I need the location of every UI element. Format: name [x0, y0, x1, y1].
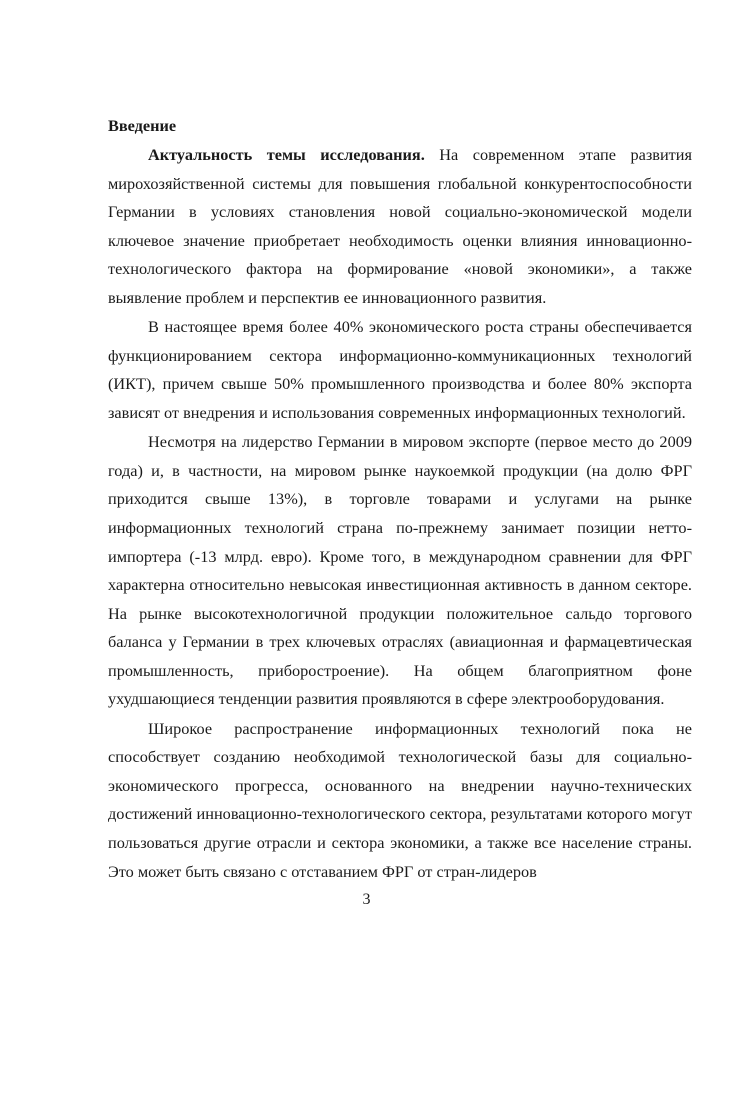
paragraph-text: На современном этапе развития мирохозяйственной системы для повышения глобальной конкурентоспособности Германии в условиях становления новой социально-экономической модели ключевое значение приобретает необходимость оценки влияния инновационно-технологического фактора на формирование «новой экономики», а также выявление проблем и перспектив ее инновационного развития.: [108, 145, 692, 307]
paragraph-it-spread: Широкое распространение информационных технологий пока не способствует созданию необходимой технологической базы для социально-экономического прогресса, основанного на внедрении научно-технических достижений инновационно-технологического сектора, результатами которого могут пользоваться другие отрасли и сектора экономики, а также все население страны. Это может быть связано с отставанием ФРГ от стран-лидеров: [108, 718, 692, 881]
paragraph-export-leadership: Несмотря на лидерство Германии в мировом экспорте (первое место до 2009 года) и, в частности, на мировом рынке наукоемкой продукции (на долю ФРГ приходится свыше 13%), в торговле товарами и услугами на рынке информационных технологий страна по-прежнему занимает позиции нетто-импортера (-13 млрд. евро). Кроме того, в международном сравнении для ФРГ характерна относительно невысокая инвестиционная активность в данном секторе. На рынке высокотехнологичной продукции положительное сальдо торгового баланса у Германии в трех ключевых отраслях (авиационная и фармацевтическая промышленность, приборостроение). На общем благоприятном фоне ухудшающиеся тенденции развития проявляются в сфере электрооборудования.: [108, 432, 692, 709]
page-content: [108, 112, 692, 886]
paragraph-relevance: [108, 141, 692, 313]
paragraph-lead: Актуальность темы исследования.: [148, 145, 425, 164]
page-number: 3: [362, 891, 371, 908]
section-heading: Введение: [108, 116, 177, 135]
paragraph-ict-growth: В настоящее время более 40% экономического роста страны обеспечивается функционированием сектора информационно-коммуникационных технологий (ИКТ), причем свыше 50% промышленного производства и более 80% экспорта зависят от внедрения и использования современных информационных технологий.: [108, 317, 692, 422]
